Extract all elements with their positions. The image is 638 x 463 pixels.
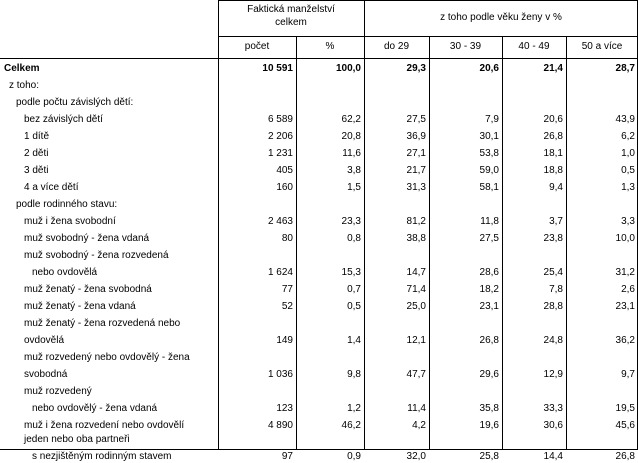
table-cell: 26,8 <box>479 335 499 346</box>
table-cell: 18,1 <box>543 148 563 159</box>
table-cell: 71,4 <box>406 284 426 295</box>
table-cell: 19,5 <box>615 403 635 414</box>
table-cell: 29,6 <box>479 369 499 380</box>
table-cell: 1 036 <box>267 369 293 380</box>
table-cell: 23,3 <box>341 216 361 227</box>
table-cell: 97 <box>281 451 293 462</box>
table-cell: 10 591 <box>262 63 293 74</box>
table-cell: 27,5 <box>479 233 499 244</box>
column-header: do 29 <box>383 41 410 52</box>
row-label: nebo ovdovělý - žena vdaná <box>32 403 158 414</box>
table-cell: 36,2 <box>615 335 635 346</box>
table-cell: 28,8 <box>543 301 563 312</box>
table-cell: 47,7 <box>406 369 426 380</box>
row-label: muž ženatý - žena rozvedená nebo <box>24 318 181 329</box>
table-cell: 25,0 <box>406 301 426 312</box>
row-label: muž i žena svobodní <box>24 216 116 227</box>
table-cell: 32,0 <box>406 451 426 462</box>
table-cell: 1,5 <box>347 182 361 193</box>
table-cell: 24,8 <box>543 335 563 346</box>
table-cell: 52 <box>281 301 293 312</box>
table-cell: 43,9 <box>615 114 635 125</box>
row-label: jeden nebo oba partneři <box>24 434 130 445</box>
row-label: bez závislých dětí <box>24 114 103 125</box>
table-cell: 53,8 <box>479 148 499 159</box>
row-label: 1 dítě <box>24 131 50 142</box>
table-cell: 27,5 <box>406 114 426 125</box>
table-cell: 20,6 <box>543 114 563 125</box>
table-cell: 1,3 <box>621 182 635 193</box>
row-label: ovdovělá <box>24 335 65 346</box>
table-cell: 0,9 <box>347 451 361 462</box>
table-cell: 18,8 <box>543 165 563 176</box>
table-cell: 1,2 <box>347 403 361 414</box>
table-cell: 12,9 <box>543 369 563 380</box>
table-cell: 9,7 <box>621 369 635 380</box>
table-cell: 20,6 <box>479 63 499 74</box>
table-cell: 28,6 <box>479 267 499 278</box>
table-cell: 45,6 <box>615 420 635 431</box>
table-cell: 35,8 <box>479 403 499 414</box>
table-cell: 20,8 <box>341 131 361 142</box>
row-label: muž svobodný - žena vdaná <box>24 233 150 244</box>
table-cell: 9,8 <box>347 369 361 380</box>
table-cell: 0,7 <box>347 284 361 295</box>
row-label: podle počtu závislých dětí: <box>16 97 134 108</box>
table-cell: 23,1 <box>479 301 499 312</box>
table-cell: 25,8 <box>479 451 499 462</box>
row-label: muž rozvedený nebo ovdovělý - žena <box>24 352 190 363</box>
row-label: svobodná <box>24 369 68 380</box>
table-cell: 62,2 <box>341 114 361 125</box>
table-cell: 18,2 <box>479 284 499 295</box>
row-label: nebo ovdovělá <box>32 267 98 278</box>
row-label: 2 děti <box>24 148 49 159</box>
row-label: 3 děti <box>24 165 49 176</box>
table-cell: 9,4 <box>549 182 563 193</box>
table-cell: 405 <box>276 165 293 176</box>
grid-line <box>218 36 638 37</box>
table-cell: 77 <box>281 284 293 295</box>
table-cell: 33,3 <box>543 403 563 414</box>
table-cell: 2 206 <box>267 131 293 142</box>
row-label: Celkem <box>4 63 40 74</box>
table-cell: 58,1 <box>479 182 499 193</box>
table-cell: 3,8 <box>347 165 361 176</box>
table-cell: 21,4 <box>543 63 563 74</box>
column-header: 40 - 49 <box>518 41 550 52</box>
table-cell: 23,1 <box>615 301 635 312</box>
row-label: podle rodinného stavu: <box>16 199 118 210</box>
table-cell: 123 <box>276 403 293 414</box>
table-cell: 31,2 <box>615 267 635 278</box>
table-cell: 14,7 <box>406 267 426 278</box>
table-cell: 25,4 <box>543 267 563 278</box>
table-cell: 11,6 <box>342 148 361 159</box>
table-cell: 11,4 <box>407 403 426 414</box>
table-cell: 30,6 <box>543 420 563 431</box>
row-label: 4 a více dětí <box>24 182 79 193</box>
table-cell: 0,5 <box>347 301 361 312</box>
table-cell: 4,2 <box>412 420 426 431</box>
header-group-age: z toho podle věku ženy v % <box>440 12 562 23</box>
row-label: muž svobodný - žena rozvedená <box>24 250 169 261</box>
grid-line <box>218 0 638 1</box>
table-cell: 81,2 <box>406 216 426 227</box>
column-header: 50 a více <box>581 41 623 52</box>
table-cell: 6,2 <box>621 131 635 142</box>
table-cell: 23,8 <box>543 233 563 244</box>
grid-line <box>0 58 638 59</box>
row-label: muž i žena rozvedení nebo ovdovělí <box>24 420 185 431</box>
table-cell: 1 231 <box>267 148 293 159</box>
table-cell: 46,2 <box>341 420 361 431</box>
table-cell: 38,8 <box>406 233 426 244</box>
table-cell: 3,3 <box>621 216 635 227</box>
table-cell: 7,9 <box>485 114 499 125</box>
row-label: z toho: <box>9 80 40 91</box>
table-cell: 4 890 <box>267 420 293 431</box>
column-header: počet <box>244 41 270 52</box>
table-cell: 1 624 <box>267 267 293 278</box>
row-label: muž rozvedený <box>24 386 92 397</box>
table-cell: 10,0 <box>615 233 635 244</box>
table-cell: 12,1 <box>406 335 426 346</box>
table-cell: 14,4 <box>543 451 563 462</box>
table-cell: 11,8 <box>480 216 499 227</box>
table-cell: 59,0 <box>479 165 499 176</box>
table-cell: 160 <box>276 182 293 193</box>
table-cell: 149 <box>276 335 293 346</box>
table-cell: 3,7 <box>549 216 563 227</box>
table-cell: 29,3 <box>406 63 426 74</box>
table-cell: 0,5 <box>621 165 635 176</box>
column-header: 30 - 39 <box>449 41 482 52</box>
table-cell: 2 463 <box>267 216 293 227</box>
table-cell: 7,8 <box>549 284 563 295</box>
table-cell: 30,1 <box>479 131 499 142</box>
table-cell: 19,6 <box>479 420 499 431</box>
table-cell: 100,0 <box>335 63 361 74</box>
table-cell: 6 589 <box>267 114 293 125</box>
table-cell: 80 <box>281 233 293 244</box>
table-cell: 1,0 <box>621 148 635 159</box>
table-cell: 26,8 <box>615 451 635 462</box>
table-cell: 26,8 <box>543 131 563 142</box>
table-cell: 27,1 <box>406 148 426 159</box>
table-cell: 15,3 <box>341 267 361 278</box>
header-group-total: Faktická manželství celkem <box>247 4 335 28</box>
table-cell: 0,8 <box>347 233 361 244</box>
table-cell: 21,7 <box>406 165 426 176</box>
table-cell: 2,6 <box>621 284 635 295</box>
table-cell: 31,3 <box>406 182 426 193</box>
row-label: muž ženatý - žena vdaná <box>24 301 136 312</box>
column-header: % <box>325 41 335 52</box>
table-cell: 28,7 <box>615 63 635 74</box>
table-cell: 1,4 <box>347 335 361 346</box>
row-label: s nezjištěným rodinným stavem <box>32 451 172 462</box>
table-cell: 36,9 <box>406 131 426 142</box>
row-label: muž ženatý - žena svobodná <box>24 284 152 295</box>
